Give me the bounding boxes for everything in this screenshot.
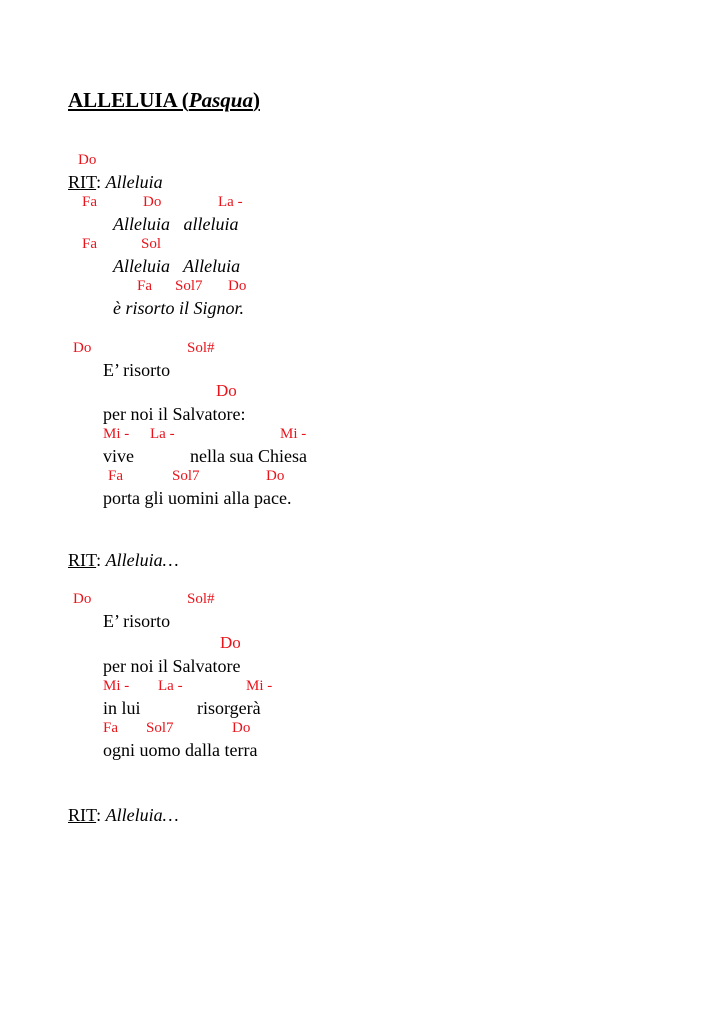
chord: Do <box>73 340 92 356</box>
verse-line: per noi il Salvatore <box>103 656 241 676</box>
refrain-reference: RIT: Alleluia… <box>68 805 179 825</box>
refrain-line: Alleluia Alleluia <box>113 256 241 276</box>
refrain-line: Alleluia alleluia <box>113 214 239 234</box>
chord: Mi - <box>103 678 130 694</box>
chord: Do <box>78 152 97 168</box>
chord: Fa <box>108 468 123 484</box>
refrain-line: è risorto il Signor. <box>113 298 245 318</box>
verse-line: risorgerà <box>197 698 261 718</box>
chord: Fa <box>137 278 152 294</box>
refrain-reference: RIT: Alleluia… <box>68 550 179 570</box>
chord: Mi - <box>280 426 307 442</box>
chord: Sol# <box>187 591 215 607</box>
chord: La - <box>158 678 183 694</box>
chord: Sol7 <box>146 720 174 736</box>
chord: Fa <box>82 194 97 210</box>
verse-line: vive <box>103 446 134 466</box>
song-title: ALLELUIA (Pasqua) <box>68 88 260 112</box>
chord: Do <box>220 633 241 652</box>
chord: Do <box>73 591 92 607</box>
verse-line: ogni uomo dalla terra <box>103 740 258 760</box>
chord: Do <box>216 381 237 400</box>
chord: Mi - <box>103 426 130 442</box>
chord: Do <box>143 194 162 210</box>
verse-line: porta gli uomini alla pace. <box>103 488 292 508</box>
refrain-line: RIT: Alleluia <box>68 172 163 192</box>
chord: Do <box>266 468 285 484</box>
chord: Sol7 <box>172 468 200 484</box>
verse-line: E’ risorto <box>103 611 171 631</box>
verse-line: per noi il Salvatore: <box>103 404 246 424</box>
chord: Sol# <box>187 340 215 356</box>
chord: La - <box>218 194 243 210</box>
chord: Sol7 <box>175 278 203 294</box>
chord: Sol <box>141 236 162 252</box>
verse-line: in lui <box>103 698 141 718</box>
chord: Fa <box>103 720 118 736</box>
verse-line: nella sua Chiesa <box>190 446 307 466</box>
chord: Fa <box>82 236 97 252</box>
verse-line: E’ risorto <box>103 360 171 380</box>
chord: Do <box>232 720 251 736</box>
chord: La - <box>150 426 175 442</box>
chord: Mi - <box>246 678 273 694</box>
chord: Do <box>228 278 247 294</box>
refrain-label: RIT <box>68 172 97 192</box>
